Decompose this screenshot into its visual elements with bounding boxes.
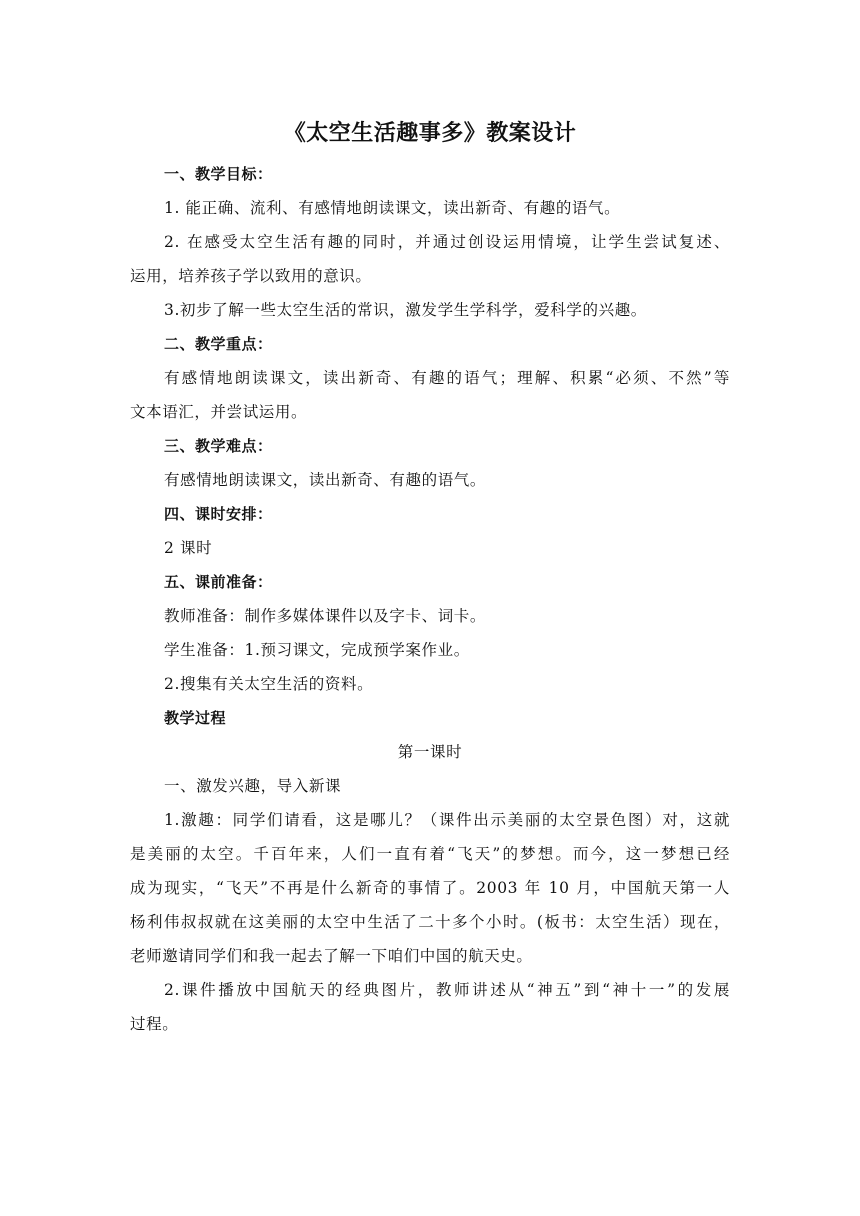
objective-2-line-2: 运用，培养孩子学以致用的意识。 bbox=[130, 267, 372, 285]
student-preparation-1: 学生准备：1.预习课文，完成预学案作业。 bbox=[164, 641, 470, 659]
objective-3: 3.初步了解一些太空生活的常识，激发学生学科学，爱科学的兴趣。 bbox=[164, 301, 647, 319]
paragraph-1-line-2: 是美丽的太空。千百年来，人们一直有着“飞天”的梦想。而今，这一梦想已经 bbox=[130, 845, 730, 863]
teacher-preparation: 教师准备：制作多媒体课件以及字卡、词卡。 bbox=[164, 607, 487, 625]
document-title: 《太空生活趣事多》教案设计 bbox=[283, 121, 577, 146]
paragraph-1-line-1: 1.激趣：同学们请看，这是哪儿？（课件出示美丽的太空景色图）对，这就 bbox=[164, 811, 730, 829]
section-heading-key-points: 二、教学重点： bbox=[164, 335, 273, 353]
paragraph-2-line-2: 过程。 bbox=[130, 1015, 179, 1033]
section-heading-objectives: 一、教学目标： bbox=[164, 165, 273, 183]
paragraph-1-line-3: 成为现实，“飞天”不再是什么新奇的事情了。2003 年 10 月，中国航天第一人 bbox=[130, 879, 730, 897]
paragraph-1-line-4: 杨利伟叔叔就在这美丽的太空中生活了二十多个小时。(板书：太空生活）现在， bbox=[130, 913, 730, 931]
key-points-line-1: 有感情地朗读课文，读出新奇、有趣的语气；理解、积累“必须、不然”等 bbox=[164, 369, 730, 387]
lesson-heading-first: 第一课时 bbox=[397, 743, 463, 761]
section-heading-schedule: 四、课时安排： bbox=[164, 505, 273, 523]
difficulties-text: 有感情地朗读课文，读出新奇、有趣的语气。 bbox=[164, 471, 487, 489]
key-points-line-2: 文本语汇，并尝试运用。 bbox=[130, 403, 308, 421]
objective-1: 1. 能正确、流利、有感情地朗读课文，读出新奇、有趣的语气。 bbox=[164, 199, 621, 217]
section-heading-process: 教学过程 bbox=[164, 709, 227, 727]
student-preparation-2: 2.搜集有关太空生活的资料。 bbox=[164, 675, 374, 693]
schedule-text: 2 课时 bbox=[164, 539, 213, 557]
paragraph-2-line-1: 2.课件播放中国航天的经典图片，教师讲述从“神五”到“神十一”的发展 bbox=[164, 981, 730, 999]
section-heading-difficulties: 三、教学难点： bbox=[164, 437, 273, 455]
step-heading-introduction: 一、激发兴趣，导入新课 bbox=[164, 777, 342, 795]
section-heading-preparation: 五、课前准备： bbox=[164, 573, 273, 591]
objective-2-line-1: 2. 在感受太空生活有趣的同时，并通过创设运用情境，让学生尝试复述、 bbox=[164, 233, 730, 251]
paragraph-1-line-5: 老师邀请同学们和我一起去了解一下咱们中国的航天史。 bbox=[130, 947, 533, 965]
